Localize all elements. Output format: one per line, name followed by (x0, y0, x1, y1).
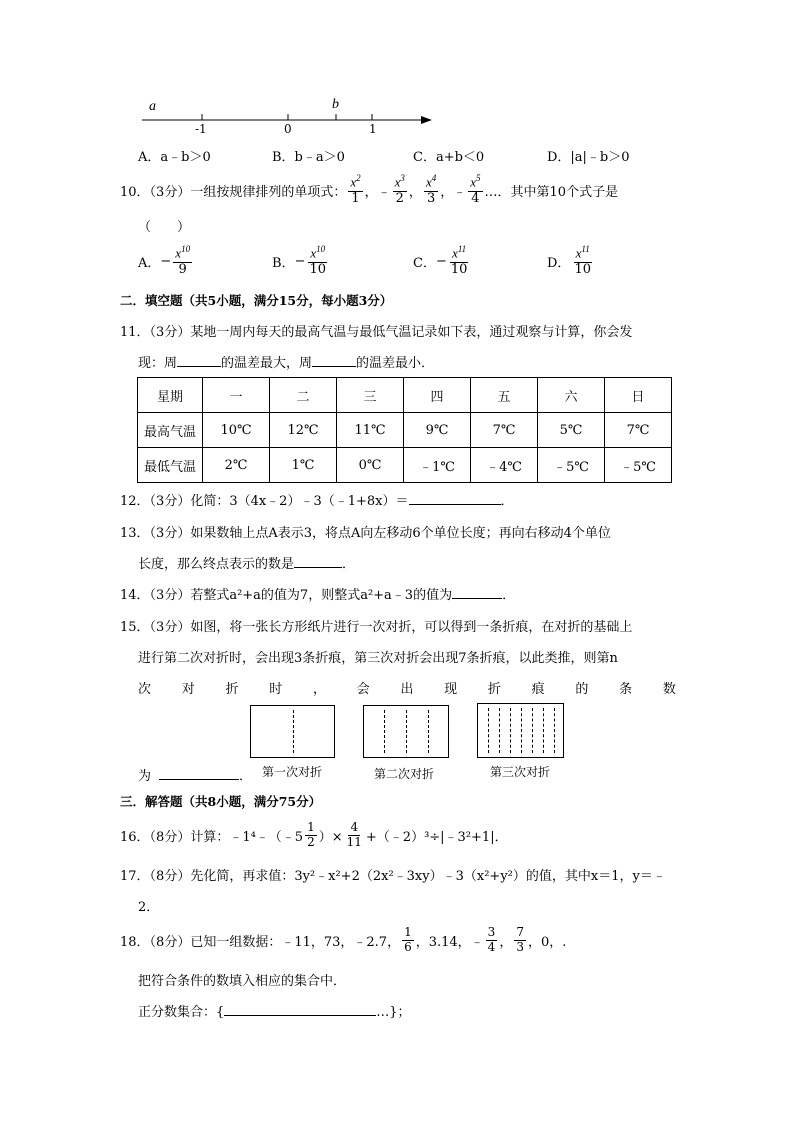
q15-line3: 次 对 折 时 ， 会 出 现 折 痕 的 条 数 (138, 682, 676, 697)
fold-figure-2 (363, 705, 449, 758)
table-cell: ﹣1℃ (404, 448, 471, 483)
section3-title: 三．解答题（共8小题，满分75分） (120, 794, 322, 809)
q10-option-d: D． $\frac{x^{11}}{10}$ (547, 244, 591, 277)
q10-stem-prefix: 10．（3分）一组按规律排列的单项式： (120, 184, 347, 200)
table-header-cell: 五 (471, 378, 538, 413)
tick-label-zero: 0 (284, 122, 292, 136)
table-header-row (138, 378, 672, 413)
table-cell: 7℃ (605, 413, 672, 448)
fold-crease (521, 708, 522, 753)
q18-instruction: 把符合条件的数填入相应的集合中． (138, 974, 347, 989)
table-row (138, 413, 672, 448)
q10-option-c: C． − $\frac{x^{11}}{10}$ (413, 244, 468, 277)
fold-caption-2: 第二次对折 (374, 767, 435, 781)
q17-line1: 17．（8分）先化简，再求值：3y²﹣x²+2（2x²﹣3xy）﹣3（x²+y²）的值，其中x＝1，y＝﹣ (120, 869, 666, 884)
q15-line2: 进行第二次对折时，会出现3条折痕，第三次对折会出现7条折痕，以此类推，则第n (138, 651, 618, 666)
table-cell: 最高气温 (138, 413, 203, 448)
q18-blank[interactable] (224, 1015, 376, 1016)
fold-figure-1 (250, 705, 335, 758)
table-cell: 2℃ (203, 448, 270, 483)
q13-line1: 13．（3分）如果数轴上点A表示3，将点A向左移动6个单位长度；再向右移动4个单位 (120, 526, 611, 541)
q11-blank-2[interactable] (312, 366, 356, 367)
table-cell: 5℃ (538, 413, 605, 448)
q18-data: 18．（8分）已知一组数据：﹣11，73，﹣2.7， $\frac{1}{6}$ ，3.14，﹣ $\frac{3}{4}$ ， $\frac{7}{3}$ ，0，. (120, 924, 567, 954)
table-header-cell: 一 (203, 378, 270, 413)
section2-title: 二．填空题（共5小题，满分15分，每小题3分） (120, 293, 393, 308)
q10-term-4-sign: ﹣ (453, 184, 467, 200)
fold-crease (406, 710, 407, 753)
q17-line2: 2． (138, 900, 160, 915)
table-cell: 11℃ (337, 413, 404, 448)
q12: 12．（3分）化简：3（4x﹣2）﹣3（﹣1+8x）＝ ． (120, 494, 514, 509)
q9-option-d: D．|a|﹣b＞0 (547, 150, 630, 165)
q10-term-2-sign: ﹣ (377, 184, 391, 200)
table-cell: ﹣5℃ (605, 448, 672, 483)
table-cell: 7℃ (471, 413, 538, 448)
table-cell: 1℃ (270, 448, 337, 483)
table-cell: 10℃ (203, 413, 270, 448)
q9-option-b: B．b﹣a＞0 (272, 150, 345, 165)
table-cell: 最低气温 (138, 448, 203, 483)
arrow-right-icon (421, 116, 432, 124)
table-cell: 12℃ (270, 413, 337, 448)
q16: 16．（8分）计算：﹣1⁴﹣（﹣5 $\frac{1}{2}$ ）× $\frac{4}{11}$ +（﹣2）³÷|﹣3²+1|． (120, 819, 508, 849)
q10-term-1: $\frac{x^2}{1}$ (350, 173, 361, 206)
fold-crease (554, 708, 555, 753)
q12-blank[interactable] (409, 504, 501, 505)
q15-blank[interactable] (159, 779, 239, 780)
q15-line1: 15．（3分）如图，将一张长方形纸片进行一次对折，可以得到一条折痕，在对折的基础上 (120, 620, 633, 635)
table-row (138, 448, 672, 483)
q10-stem: 10．（3分）一组按规律排列的单项式： $\frac{x^2}{1}$ ， ﹣ $\frac{x^3}{2}$ ， $\frac{x^4}{3}$ ， ﹣ $\frac{x^5}{4}$ …．其中第10个式子是 (120, 173, 619, 206)
fold-crease (543, 708, 544, 753)
fold-crease (532, 708, 533, 753)
q14: 14．（3分）若整式a²+a的值为7，则整式a²+a﹣3的值为 ． (120, 588, 516, 603)
temperature-table (137, 377, 672, 483)
table-header-cell: 四 (404, 378, 471, 413)
table-cell: ﹣4℃ (471, 448, 538, 483)
fold-caption-1: 第一次对折 (262, 765, 323, 779)
q13-blank[interactable] (294, 567, 342, 568)
table-header-cell: 二 (270, 378, 337, 413)
table-header-cell: 星期 (138, 378, 203, 413)
fold-crease (293, 710, 294, 753)
q15-line4: 为 ． (138, 769, 253, 784)
q11-line2: 现：周 的温差最大，周 的温差最小． (138, 356, 435, 371)
q14-blank[interactable] (452, 598, 502, 599)
q13-line2: 长度，那么终点表示的数是 ． (138, 557, 356, 572)
tick-label-one: 1 (369, 122, 377, 136)
fold-crease (499, 708, 500, 753)
q9-option-c: C．a+b＜0 (413, 150, 485, 165)
q11-blank-1[interactable] (177, 366, 221, 367)
fold-figure-3 (477, 703, 564, 758)
q18-positive-fraction-set: 正分数集合：{ …}； (138, 1005, 411, 1020)
table-cell: 9℃ (404, 413, 471, 448)
q10-term-4: $\frac{x^5}{4}$ (470, 173, 481, 206)
table-cell: 0℃ (337, 448, 404, 483)
fold-caption-3: 第三次对折 (490, 765, 551, 779)
fold-crease (384, 710, 385, 753)
q10-option-b: B． − $\frac{x^{10}}{10}$ (272, 244, 327, 277)
table-cell: ﹣5℃ (538, 448, 605, 483)
q11-line1: 11．（3分）某地一周内每天的最高气温与最低气温记录如下表，通过观察与计算，你会发 (120, 325, 633, 340)
tick-label-minus-one: -1 (195, 122, 207, 136)
point-b-label: b (332, 97, 339, 112)
table-header-cell: 日 (605, 378, 672, 413)
q10-term-3: $\frac{x^4}{3}$ (425, 173, 437, 206)
fold-crease (428, 710, 429, 753)
point-a-label: a (149, 99, 156, 114)
fold-crease (488, 708, 489, 753)
table-header-cell: 三 (337, 378, 404, 413)
q10-answer-paren: （ ） (138, 220, 191, 235)
q9-option-a: A．a﹣b＞0 (138, 150, 211, 165)
q10-term-2: $\frac{x^3}{2}$ (394, 173, 405, 206)
table-header-cell: 六 (538, 378, 605, 413)
q10-stem-suffix: …．其中第10个式子是 (484, 184, 619, 200)
q10-option-a: A． − $\frac{x^{10}}{9}$ (138, 244, 191, 277)
fold-crease (510, 708, 511, 753)
